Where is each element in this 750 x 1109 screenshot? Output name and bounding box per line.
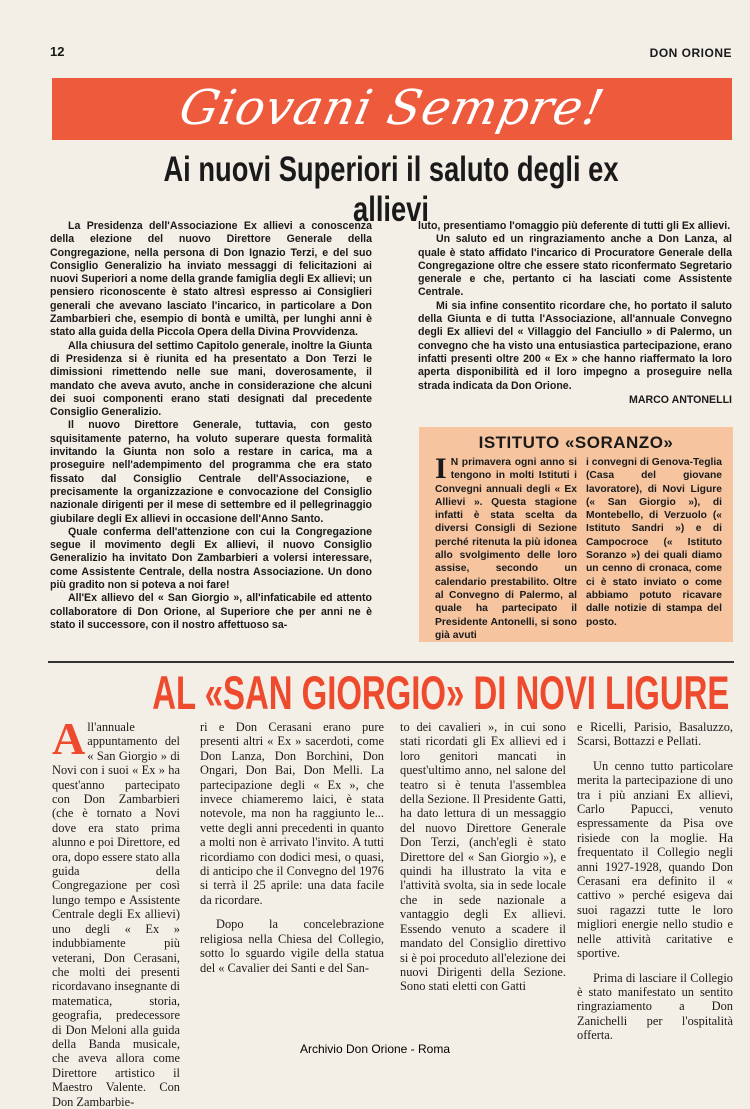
sidebar-box xyxy=(419,427,733,642)
paragraph: ri e Don Cerasani erano pure presenti altri « Ex » sacerdoti, come Don Lanza, Don Borchini, Don Ongari, Don Bai, Don Melli. La partecipazione degli « Ex », che invece chiameremo laici, è stata notevole, ma non ha raggiunto le... vette degli anni precedenti in quanto a molti non è arrivato l'invito. A tutti ricordiamo con dodici mesi, o quasi, di anticipo che il Convegno del 1976 si terrà il 25 aprile: una data facile da ricordare. xyxy=(200,720,384,907)
banner-title: Giovani Sempre! xyxy=(174,80,610,136)
paragraph: to dei cavalieri », in cui sono stati ricordati gli Ex allievi ed i loro genitori mancati in quest'ultimo anno, nel salone del teatro si è tenuta l'assemblea della Sezione. Il Presidente Gatti, ha dato lettura di un messaggio del nuovo Direttore Generale Don Terzi, (anch'egli è stato Direttore del « San Giorgio »), e quindi ha illustrato la vita e l'attività svolta, sia in sede locale che in sede nazionale a vantaggio degli Ex allievi. Essendo venuto a scadere il mandato del Consiglio direttivo si è poi proceduto all'elezione dei nuovi Dirigenti della Sezione. Sono stati eletti con Gatti xyxy=(400,720,566,994)
sidebar-column-2: i convegni di Genova-Teglia (Casa del giovane lavoratore), di Novi Ligure (« San Giorgio »), di Montebello, di Verzuolo (« Istituto Sandri ») e di Campocroce (« Istituto Soranzo ») dei quali diamo un cenno di cronaca, come ci è stato inviato o come abbiamo potuto ricavare dalle notizie di stampa del posto. xyxy=(586,457,722,628)
article2-column-2 xyxy=(200,720,384,975)
archive-label: Archivio Don Orione - Roma xyxy=(299,1042,451,1056)
drop-cap: A xyxy=(52,713,86,764)
paragraph: Prima di lasciare il Collegio è stato manifestato un sentito ringraziamento a Don Zanichelli per l'ospitalità offerta. xyxy=(577,970,733,1043)
paragraph: Alla chiusura del settimo Capitolo generale, inoltre la Giunta di Presidenza si è riunita ed ha presentato a Don Terzi le dimissioni rimettendo nelle sue mani, doverosamente, il mandato che aveva avuto, anche in considerazione che alcuni dei suoi componenti erano stati designati dal precedente Consiglio Generalizio. xyxy=(50,339,372,419)
sidebar-column-1 xyxy=(435,452,577,642)
article-column-2 xyxy=(418,220,732,407)
paragraph: ll'annuale appuntamento del « San Giorgio » di Novi con i suoi « Ex » ha quest'anno partecipato con Don Zambarbieri (che è tornato a Novi dove era stato prima alunno e poi Direttore, ed ora, dopo essere stato alla guida della Congregazione per così lungo tempo e Assistente Centrale degli Ex allievi) uno degli « Ex » indubbiamente più veterani, Don Cerasani, che molti dei presenti ricordavano insegnante di matematica, storia, geografia, predecessore di Don Meloni alla guida della Banda musicale, che aveva allora come Direttore artistico il Maestro Valente. Con Don Zambarbie- xyxy=(52,720,180,1109)
article-headline-2: AL «SAN GIORGIO» DI NOVI LIGURE xyxy=(152,666,730,719)
paragraph: Mi sia infine consentito ricordare che, ho portato il saluto della Giunta e di tutta l'Associazione, all'annuale Convegno degli Ex allievi del « Villaggio del Fanciullo » di Palermo, un convegno che ha visto una entusiastica partecipazione, erano infatti presenti oltre 200 « Ex » che hanno riaffermato la loro aperta disponibilità ed il loro impegno a proseguire nella strada indicata da Don Orione. xyxy=(418,299,732,392)
paragraph: All'Ex allievo del « San Giorgio », all'infaticabile ed attento collaboratore di Don Orione, al Superiore che per anni ne è stato il successore, con il nostro affettuoso sa- xyxy=(50,592,372,631)
article2-column-4 xyxy=(577,720,733,1043)
paragraph: luto, presentiamo l'omaggio più deferente di tutti gli Ex allievi. xyxy=(418,220,731,232)
running-head: DON ORIONE xyxy=(649,46,732,60)
paragraph: Quale conferma dell'attenzione con cui la Congregazione segue il movimento degli Ex allievi, il nuovo Consiglio Generalizio ha invitato Don Zambarbieri a volersi interessare, come Assistente Centrale, della nostra Associazione. Un dono più gradito non si poteva a noi fare! xyxy=(50,525,372,592)
section-divider xyxy=(48,661,734,663)
page-number: 12 xyxy=(50,44,65,59)
paragraph: La Presidenza dell'Associazione Ex allievi a conoscenza della elezione del nuovo Direttore Generale della Congregazione, nella persona di Don Ignazio Terzi, e del suo Consiglio Generalizio ha inviato messaggi di felicitazioni ai nuovi Superiori a nome della grande famiglia degli Ex allievi; un pensiero riconoscente è stato altresì espresso ai Consiglieri generali che avevano lasciato l'incarico, in particolare a Don Zambarbieri che, esempio di bontà e umiltà, per lunghi anni è stato alla guida della Piccola Opera della Divina Provvidenza. xyxy=(50,220,372,339)
sidebar-text: N primavera ogni anno si tengono in molti Istituti i Convegni annuali degli « Ex Allievi ». Questa stagione infatti è stata scelta da diversi Consigli di Sezione perché ritenuta la più idonea allo svolgimento delle loro assise, secondo un calendario prestabilito. Oltre al Convegno di Palermo, al quale ha partecipato il Presidente Antonelli, si sono già avuti xyxy=(435,457,577,641)
article-column-1 xyxy=(50,220,372,632)
section-banner xyxy=(52,78,732,140)
author-signature: MARCO ANTONELLI xyxy=(629,393,732,406)
paragraph: Il nuovo Direttore Generale, tuttavia, con gesto squisitamente paterno, ha voluto superare questa formalità invitando la Giunta non solo a restare in carica, ma a proseguire nell'adempimento del programma che era stato fissato dal Consiglio Centrale dell'Associazione, e precisamente la organizzazione e convocazione del Consiglio nazionale dirigenti per il mese di settembre ed il pellegrinaggio giubilare degli Ex allievi in occasione dell'Anno Santo. xyxy=(50,419,372,525)
paragraph: Un saluto ed un ringraziamento anche a Don Lanza, al quale è stato affidato l'incarico di Procuratore Generale della Congregazione oltre che essere stato riconfermato Segretario generale e che, pertanto ci ha lasciati come Assistente Centrale. xyxy=(418,233,732,299)
paragraph: e Ricelli, Parisio, Basaluzzo, Scarsi, Bottazzi e Pellati. xyxy=(577,720,733,749)
paragraph: Dopo la concelebrazione religiosa nella Chiesa del Collegio, sotto lo sguardo vigile della statua del « Cavalier dei Santi e del San- xyxy=(200,917,384,975)
drop-cap: I xyxy=(435,452,447,485)
paragraph: Un cenno tutto particolare merita la partecipazione di uno tra i più anziani Ex allievi, Carlo Papucci, venuto espressamente da Pisa ove risiede con la moglie. Ha frequentato il Collegio negli anni 1927-1928, quando Don Cerasani era definito il « cattivo » perché esigeva dai suoi ragazzi tutte le loro migliori energie nello studio e nelle attività caritative e sportive. xyxy=(577,758,733,961)
article-headline: Ai nuovi Superiori il saluto degli ex allievi xyxy=(163,150,619,229)
sidebar-title: ISTITUTO «SORANZO» xyxy=(478,433,674,452)
article2-column-3 xyxy=(400,720,566,994)
